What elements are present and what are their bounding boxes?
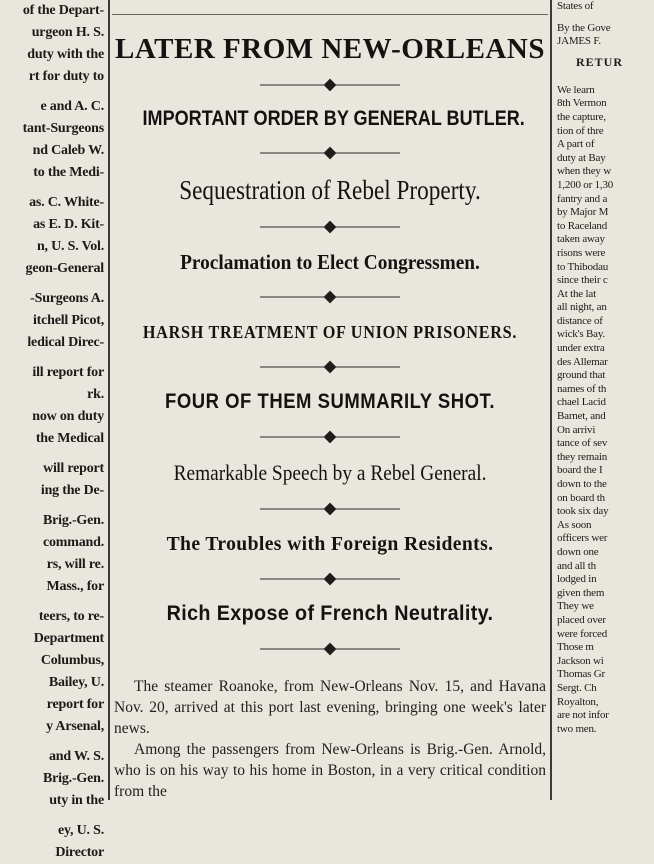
right-column-line: Royalton, (557, 695, 599, 708)
right-column-line: given them (557, 586, 605, 599)
left-column-line: geon-General (25, 261, 104, 276)
right-column-line: officers wer (557, 532, 608, 545)
left-column-line: and W. S. (48, 749, 104, 764)
dash-divider (112, 136, 548, 170)
right-column-heading: RETUR (576, 54, 624, 69)
left-column-line: Columbus, (40, 653, 104, 668)
left-column-line (0, 354, 106, 362)
right-column-line: distance of (557, 314, 603, 327)
right-column-line: risons were (557, 246, 606, 259)
left-column-line: to the Medi- (33, 165, 104, 180)
right-column-line: ground that (557, 369, 606, 382)
right-column-line: names of th (557, 382, 607, 395)
right-column-top-line: States of (557, 0, 594, 12)
right-column-line: by Major M (557, 206, 609, 219)
right-column-top-line (554, 14, 654, 22)
left-column-line: nd Caleb W. (32, 143, 104, 158)
left-column-line (0, 502, 106, 510)
left-column-line: n, U. S. Vol. (36, 239, 104, 254)
dash-divider (112, 632, 548, 666)
left-column-line: urgeon H. S. (31, 25, 104, 40)
column-rule-right (550, 0, 552, 800)
dash-divider (112, 350, 548, 384)
dash-divider (112, 562, 548, 596)
right-column-line: 8th Vermon (557, 97, 607, 110)
right-column-line: duty at Bay (557, 151, 606, 164)
dash-divider (112, 492, 548, 526)
column-rule-left (108, 0, 110, 800)
left-column-line: of the Depart- (22, 3, 104, 18)
right-column-line: down one (557, 545, 599, 558)
right-column-line: tance of sev (557, 437, 608, 450)
right-column-line: wick's Bay. (557, 328, 605, 341)
right-column (554, 0, 654, 736)
left-column-line: ey, U. S. (57, 823, 104, 838)
dash-divider (112, 280, 548, 314)
right-column-line: since their c (557, 274, 608, 287)
main-headline: LATER FROM NEW-ORLEANS (115, 33, 545, 65)
left-column-line: as E. D. Kit- (33, 217, 104, 232)
left-column-line (0, 184, 106, 192)
subheadline: Remarkable Speech by a Rebel General. (173, 460, 487, 485)
left-column-line: rk. (87, 387, 104, 402)
right-column-line: and all th (557, 559, 596, 572)
left-column-line: rs, will re. (46, 557, 104, 572)
left-column-line: ing the De- (40, 483, 104, 498)
right-column-line: As soon (557, 518, 592, 531)
left-column-line: ill report for (32, 365, 104, 380)
dash-divider (112, 210, 548, 244)
left-column-line: y Arsenal, (46, 719, 104, 734)
right-column-top-line: JAMES F. (557, 35, 601, 48)
right-column-line: Those m (557, 641, 594, 654)
right-column-line: took six day (557, 505, 609, 518)
subheadline: Proclamation to Elect Congressmen. (180, 250, 480, 274)
right-column-line: des Allemar (557, 355, 608, 368)
left-column-line: now on duty (32, 409, 104, 424)
top-rule (112, 14, 548, 15)
left-column-line: Director (55, 845, 104, 860)
left-column-line (0, 88, 106, 96)
article-body (114, 676, 546, 802)
right-column-line: all night, an (557, 301, 607, 314)
right-column-line: taken away (557, 233, 605, 246)
right-column-line: when they w (557, 165, 612, 178)
left-column-line: e and A. C. (40, 99, 104, 114)
left-column-line: Brig.-Gen. (43, 513, 104, 528)
subheadline: The Troubles with Foreign Residents. (166, 533, 494, 555)
right-column-line: placed over (557, 613, 606, 626)
right-column-line: fantry and a (557, 192, 608, 205)
left-column-line (0, 738, 106, 746)
right-column-line: tion of thre (557, 124, 604, 137)
left-column-line (0, 450, 106, 458)
right-column-line: chael Lacid (557, 396, 606, 409)
right-column-line: the capture, (557, 110, 606, 123)
left-column-line (0, 812, 106, 820)
right-column-line: Barnet, and (557, 410, 606, 423)
left-column-line: report for (46, 697, 104, 712)
right-column-line: A part of (557, 138, 595, 151)
right-column-line: At the lat (557, 287, 596, 300)
right-column-line: they remain (557, 450, 608, 463)
subheadline: Sequestration of Rebel Property. (179, 175, 481, 205)
right-column-line: are not infor (557, 709, 609, 722)
subheadline: IMPORTANT ORDER BY GENERAL BUTLER. (142, 107, 525, 130)
right-column-line: to Raceland (557, 219, 608, 232)
subheadline: HARSH TREATMENT OF UNION PRISONERS. (142, 322, 518, 342)
right-column-line: Thomas Gr (557, 668, 605, 681)
left-column-line (0, 598, 106, 606)
left-column-line: tant-Surgeons (22, 121, 104, 136)
right-column-line: lodged in (557, 573, 597, 586)
left-column-line: as. C. White- (29, 195, 104, 210)
right-column-line: We learn (557, 83, 595, 96)
left-column-line: rt for duty to (28, 69, 104, 84)
dash-divider (112, 68, 548, 102)
left-column-line: will report (43, 461, 104, 476)
left-column-line: duty with the (27, 47, 104, 62)
right-column-line: Jackson wi (557, 654, 604, 667)
article-headlines (112, 18, 548, 666)
right-column-line: On arrivi (557, 423, 596, 436)
left-column-line: Mass., for (46, 579, 104, 594)
left-column-line: ledical Direc- (27, 335, 104, 350)
right-column-line: to Thibodau (557, 260, 609, 273)
left-column-line: -Surgeons A. (30, 291, 104, 306)
subheadline: Rich Expose of French Neutrality. (166, 602, 494, 625)
right-column-line: 1,200 or 1,30 (557, 178, 614, 191)
dash-divider (112, 420, 548, 454)
left-column-line (0, 280, 106, 288)
right-column-line: two men. (557, 722, 597, 735)
left-column-line: itchell Picot, (32, 313, 104, 328)
body-paragraph: The steamer Roanoke, from New-Orleans Nov. 15, and Havana Nov. 20, arrived at this port last evening, bringing one week's later news. (114, 678, 546, 737)
left-column-line: uty in the (49, 793, 104, 808)
right-column-line: They we (557, 600, 594, 613)
right-column-line: board the I (557, 464, 603, 477)
subheadline: FOUR OF THEM SUMMARILY SHOT. (165, 390, 495, 413)
body-paragraph: Among the passengers from New-Orleans is Brig.-Gen. Arnold, who is on his way to his home in Boston, in a very critical condition from the (114, 741, 546, 800)
left-column-line: command. (42, 535, 104, 550)
right-column-line: down to the (557, 478, 607, 490)
left-column (0, 0, 106, 864)
left-column-line: the Medical (35, 431, 104, 446)
right-column-line: on board th (557, 491, 605, 504)
left-column-line: Department (33, 631, 104, 646)
left-column-line: Brig.-Gen. (43, 771, 104, 786)
right-column-line: under extra (557, 342, 605, 355)
right-column-line: were forced (557, 627, 608, 640)
right-column-line: Sergt. Ch (557, 681, 597, 694)
right-column-top-line: By the Gove (557, 21, 611, 34)
left-column-line: teers, to re- (38, 609, 104, 624)
left-column-line: Bailey, U. (48, 675, 104, 690)
